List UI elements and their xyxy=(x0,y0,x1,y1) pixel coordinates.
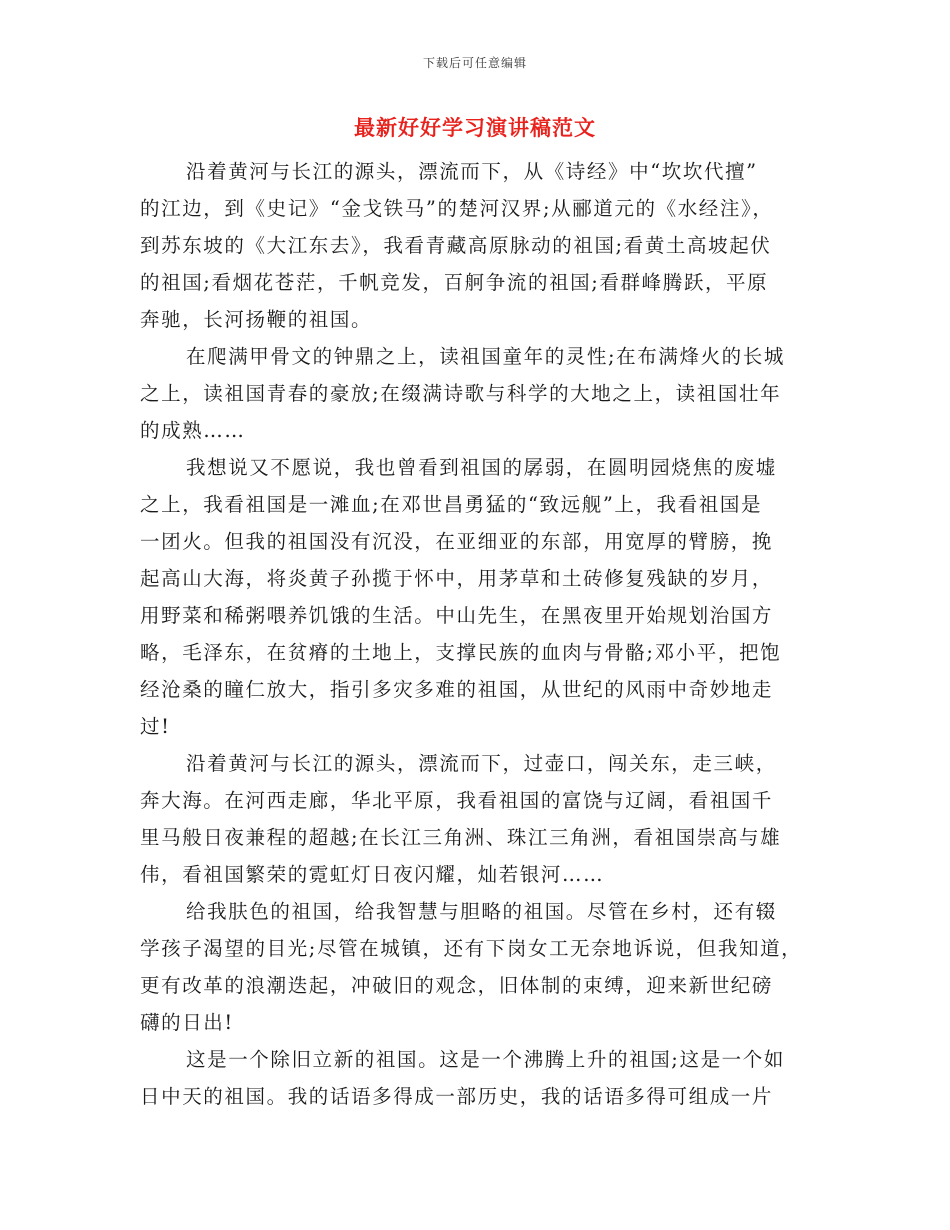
text-line: 之上，读祖国青春的豪放;在缀满诗歌与科学的大地之上，读祖国壮年 xyxy=(140,382,782,405)
text-line: 日中天的祖国。我的话语多得成一部历史，我的话语多得可组成一片 xyxy=(140,1085,774,1108)
text-line: 我想说又不愿说，我也曾看到祖国的孱弱，在圆明园烧焦的废墟 xyxy=(186,456,777,479)
text-line: 过! xyxy=(140,715,171,738)
paragraph-3 xyxy=(140,449,820,745)
text-line: 之上，我看祖国是一滩血;在邓世昌勇猛的“致远舰”上，我看祖国是 xyxy=(140,493,763,516)
text-line: 到苏东坡的《大江东去》，我看青藏高原脉动的祖国;看黄土高坡起伏 xyxy=(140,234,772,257)
text-line: 给我肤色的祖国，给我智慧与胆略的祖国。尽管在乡村，还有辍 xyxy=(186,900,777,923)
text-line: 的江边，到《史记》“金戈铁马”的楚河汉界;从郦道元的《水经注》， xyxy=(140,197,774,220)
text-line: 奔大海。在河西走廊，华北平原，我看祖国的富饶与辽阔，看祖国千 xyxy=(140,789,774,812)
paragraph-6 xyxy=(140,1041,820,1115)
page-header: 下载后可任意编辑 xyxy=(422,56,527,70)
text-line: 的成熟…… xyxy=(140,419,246,442)
text-line: 礴的日出! xyxy=(140,1011,234,1034)
text-line: 伟，看祖国繁荣的霓虹灯日夜闪耀，灿若银河…… xyxy=(140,863,605,886)
text-line: 里马般日夜兼程的超越;在长江三角洲、珠江三角洲，看祖国崇高与雄 xyxy=(140,826,782,849)
text-line: 奔驰，长河扬鞭的祖国。 xyxy=(140,308,373,331)
text-line: 学孩子渴望的目光;尽管在城镇，还有下岗女工无奈地诉说，但我知道， xyxy=(140,937,803,960)
paragraph-4 xyxy=(140,745,820,893)
paragraph-5 xyxy=(140,893,820,1041)
document-title: 最新好好学习演讲稿范文 xyxy=(354,115,596,140)
text-line: 沿着黄河与长江的源头，漂流而下，从《诗经》中“坎坎代擅” xyxy=(186,160,758,183)
text-line: 用野菜和稀粥喂养饥饿的生活。中山先生，在黑夜里开始规划治国方 xyxy=(140,604,774,627)
text-line: 在爬满甲骨文的钟鼎之上，读祖国童年的灵性;在布满烽火的长城 xyxy=(186,345,785,368)
text-line: 这是一个除旧立新的祖国。这是一个沸腾上升的祖国;这是一个如 xyxy=(186,1048,785,1071)
text-line: 的祖国;看烟花苍茫，千帆竞发，百舸争流的祖国;看群峰腾跃，平原 xyxy=(140,271,769,294)
text-line: 起高山大海，将炎黄子孙揽于怀中，用茅草和土砖修复残缺的岁月， xyxy=(140,567,774,590)
document-body xyxy=(140,153,820,1115)
text-line: 一团火。但我的祖国没有沉没，在亚细亚的东部，用宽厚的臂膀，挽 xyxy=(140,530,774,553)
paragraph-1 xyxy=(140,153,820,338)
text-line: 沿着黄河与长江的源头，漂流而下，过壶口，闯关东，走三峡， xyxy=(186,752,777,775)
text-line: 略，毛泽东，在贫瘠的土地上，支撑民族的血肉与骨骼;邓小平，把饱 xyxy=(140,641,782,664)
text-line: 更有改革的浪潮迭起，冲破旧的观念，旧体制的束缚，迎来新世纪磅 xyxy=(140,974,774,997)
paragraph-2 xyxy=(140,338,820,449)
text-line: 经沧桑的瞳仁放大，指引多灾多难的祖国，从世纪的风雨中奇妙地走 xyxy=(140,678,774,701)
